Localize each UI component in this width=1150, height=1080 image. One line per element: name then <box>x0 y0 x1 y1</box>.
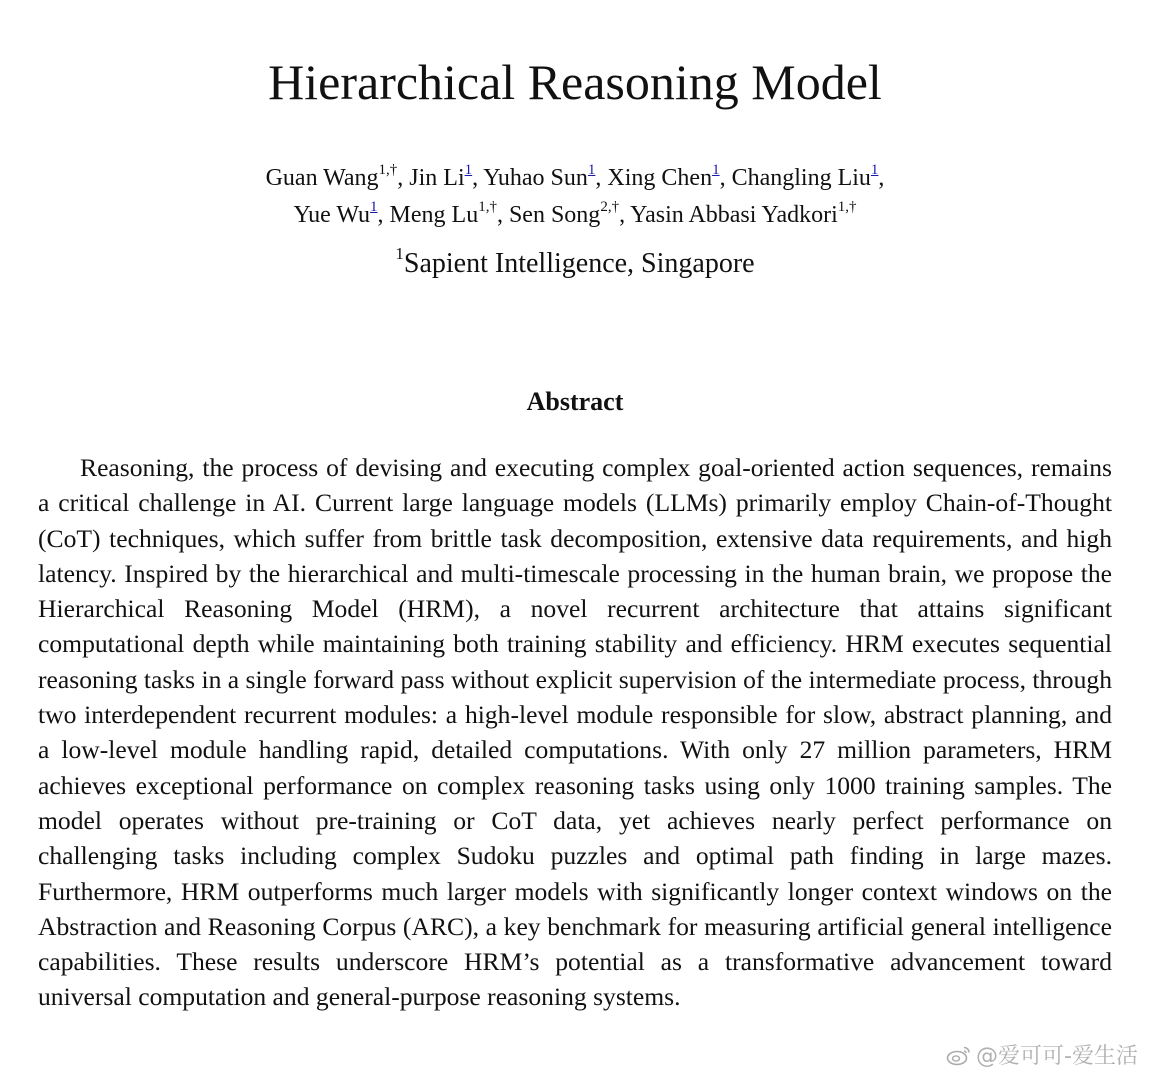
watermark <box>946 1039 1138 1070</box>
affiliation-marker: 2,† <box>600 199 620 215</box>
author-name: Yasin Abbasi Yadkori <box>630 202 838 228</box>
affiliation <box>0 244 1150 284</box>
author-name: Jin Li <box>409 165 465 191</box>
author-name: Sen Song <box>508 202 601 228</box>
author-yuhao-sun <box>483 162 596 191</box>
author-guan-wang <box>265 162 398 191</box>
author-list <box>0 160 1150 234</box>
watermark-text: @爱可可-爱生活 <box>976 1044 1138 1069</box>
affiliation-link[interactable]: 1 <box>712 162 720 178</box>
author-name: Guan Wang <box>265 165 379 191</box>
author-separator: , <box>377 202 390 228</box>
author-separator: , <box>878 165 885 191</box>
author-separator: , <box>595 165 608 191</box>
affiliation-link[interactable]: 1 <box>587 162 596 178</box>
author-separator: , <box>619 202 631 228</box>
author-name: Meng Lu <box>389 202 479 228</box>
affiliation-marker: 1 <box>395 243 404 263</box>
author-name: Xing Chen <box>607 165 713 191</box>
author-line-1 <box>0 160 1150 197</box>
author-yue-wu <box>293 199 378 228</box>
author-changling-liu <box>731 162 879 191</box>
author-line-2 <box>0 197 1150 234</box>
affiliation-link[interactable]: 1 <box>870 162 879 178</box>
affiliation-marker: 1,† <box>378 162 398 178</box>
affiliation-marker: 1,† <box>478 199 497 215</box>
author-name: Yue Wu <box>293 202 371 228</box>
affiliation-text: Sapient Intelligence, Singapore <box>403 248 755 279</box>
affiliation-link[interactable]: 1 <box>464 162 473 178</box>
author-xing-chen <box>607 162 720 191</box>
author-separator: , <box>719 165 732 191</box>
author-meng-lu <box>389 199 497 228</box>
author-yasin-abbasi-yadkori <box>630 199 857 228</box>
author-name: Changling Liu <box>731 165 871 191</box>
affiliation-link[interactable]: 1 <box>370 199 378 215</box>
weibo-icon <box>946 1044 972 1066</box>
author-name: Yuhao Sun <box>483 165 588 191</box>
author-sen-song <box>508 199 620 228</box>
author-jin-li <box>409 162 473 191</box>
paper-title: Hierarchical Reasoning Model <box>268 54 882 110</box>
abstract-heading: Abstract <box>526 387 624 416</box>
affiliation-marker: 1,† <box>837 199 857 215</box>
author-separator: , <box>472 165 484 191</box>
abstract-text: Reasoning, the process of devising and executing complex goal-oriented action sequences, remains a critical challenge in AI. Current large language models (LLMs) primarily employ Chain-of-Thought (CoT) techniques, which suffer from brittle task decomposition, extensive data requirements, and high latency. Inspired by the hierarchical and multi-timescale processing in the human brain, we propose the Hierarchical Reasoning Model (HRM), a novel recurrent architecture that attains significant computational depth while maintaining both training stability and efficiency. HRM executes sequential reasoning tasks in a single forward pass without explicit supervision of the intermediate process, through two interdependent recurrent modules: a high-level module responsible for slow, abstract planning, and a low-level module handling rapid, detailed computations. With only 27 million parameters, HRM achieves exceptional performance on complex reasoning tasks using only 1000 training samples. The model operates without pre-training or CoT data, yet achieves nearly perfect performance on challenging tasks including complex Sudoku puzzles and optimal path finding in large mazes. Furthermore, HRM outperforms much larger models with significantly longer context windows on the Abstraction and Reasoning Corpus (ARC), a key benchmark for measuring artificial general intelligence capabilities. These results underscore HRM’s potential as a transformative advancement toward universal computation and general-purpose reasoning systems. <box>38 453 1112 1012</box>
author-separator: , <box>496 202 509 228</box>
author-separator: , <box>397 165 410 191</box>
